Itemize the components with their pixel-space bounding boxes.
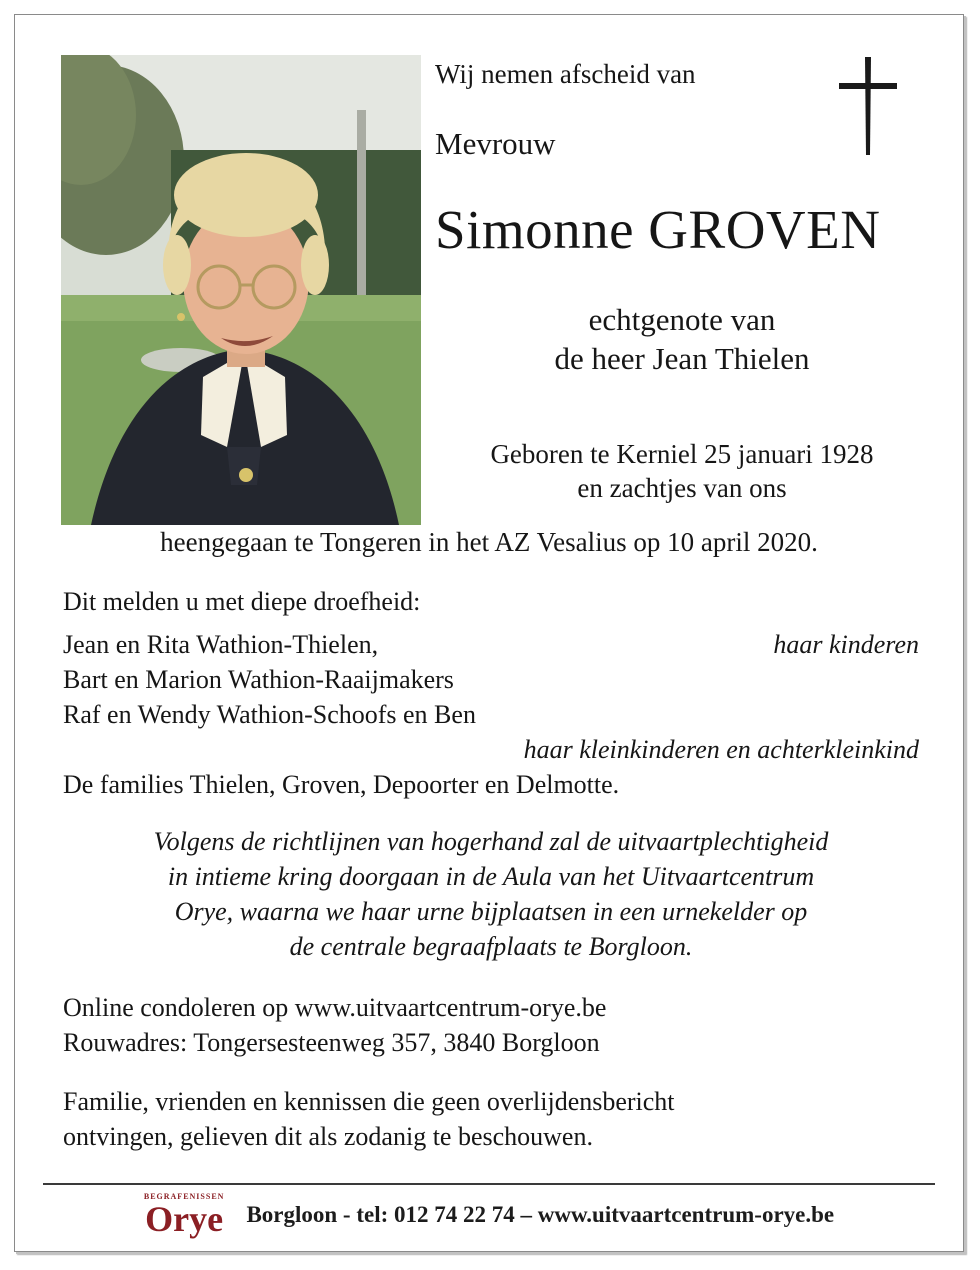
notice-block xyxy=(63,1084,919,1154)
body-copy xyxy=(63,584,919,1154)
birth-death-block xyxy=(435,437,929,506)
portrait-photo-illustration xyxy=(61,55,421,525)
logo-name: Orye xyxy=(145,1199,224,1239)
logo-tagline: BEGRAFENISSEN xyxy=(143,1192,225,1201)
notice-line-2: ontvingen, gelieven dit als zodanig te beschouwen. xyxy=(63,1122,593,1151)
ceremony-line-4: de centrale begraafplaats te Borgloon. xyxy=(289,932,693,961)
born-line: Geboren te Kerniel 25 januari 1928 xyxy=(490,438,874,469)
footer-contact-info: Borgloon - tel: 012 74 22 74 – www.uitvaartcentrum-orye.be xyxy=(246,1202,835,1227)
mourning-address-line: Rouwadres: Tongersesteenweg 357, 3840 Borgloon xyxy=(63,1028,600,1057)
spouse-line-2: de heer Jean Thielen xyxy=(554,340,810,376)
family-children-2: Bart en Marion Wathion-Raaijmakers xyxy=(63,665,454,694)
portrait-photo xyxy=(61,55,421,525)
obituary-card xyxy=(14,14,964,1252)
contact-block xyxy=(63,990,919,1060)
notice-line-1: Familie, vrienden en kennissen die geen overlijdensbericht xyxy=(63,1087,675,1116)
ceremony-paragraph xyxy=(63,824,919,964)
footer-row xyxy=(43,1193,935,1237)
ceremony-line-2: in intieme kring doorgaan in de Aula van het Uitvaartcentrum xyxy=(167,862,815,891)
ceremony-line-1: Volgens de richtlijnen van hogerhand zal de uitvaartplechtigheid xyxy=(153,827,829,856)
top-section xyxy=(61,55,929,525)
deceased-name: Simonne GROVEN xyxy=(435,199,881,260)
spouse-line-1: echtgenote van xyxy=(588,302,776,337)
spouse-block xyxy=(435,301,929,379)
footer xyxy=(43,1183,935,1237)
ceremony-line-3: Orye, waarna we haar urne bijplaatsen in een urnekelder op xyxy=(174,897,808,926)
header-column xyxy=(421,55,929,525)
family-children-1: Jean en Rita Wathion-Thielen, xyxy=(63,630,379,659)
children-label: haar kinderen xyxy=(773,630,919,659)
family-children-3: Raf en Wendy Wathion-Schoofs en Ben xyxy=(63,700,476,729)
salutation: Mevrouw xyxy=(435,126,556,161)
families-line: De families Thielen, Groven, Depoorter en Delmotte. xyxy=(63,770,620,799)
funeral-home-logo xyxy=(144,1193,225,1237)
intro-line: Wij nemen afscheid van xyxy=(435,59,696,89)
passing-line-1: en zachtjes van ons xyxy=(577,473,787,504)
family-row-1 xyxy=(63,627,919,662)
footer-divider xyxy=(43,1183,935,1185)
passing-line-2: heengegaan te Tongeren in het AZ Vesalius op 10 april 2020. xyxy=(160,527,818,557)
cross-icon xyxy=(835,57,901,155)
announcement-line: Dit melden u met diepe droefheid: xyxy=(63,587,421,616)
online-condolence-line: Online condoleren op www.uitvaartcentrum-orye.be xyxy=(63,993,607,1022)
grandchildren-label: haar kleinkinderen en achterkleinkind xyxy=(523,735,919,764)
